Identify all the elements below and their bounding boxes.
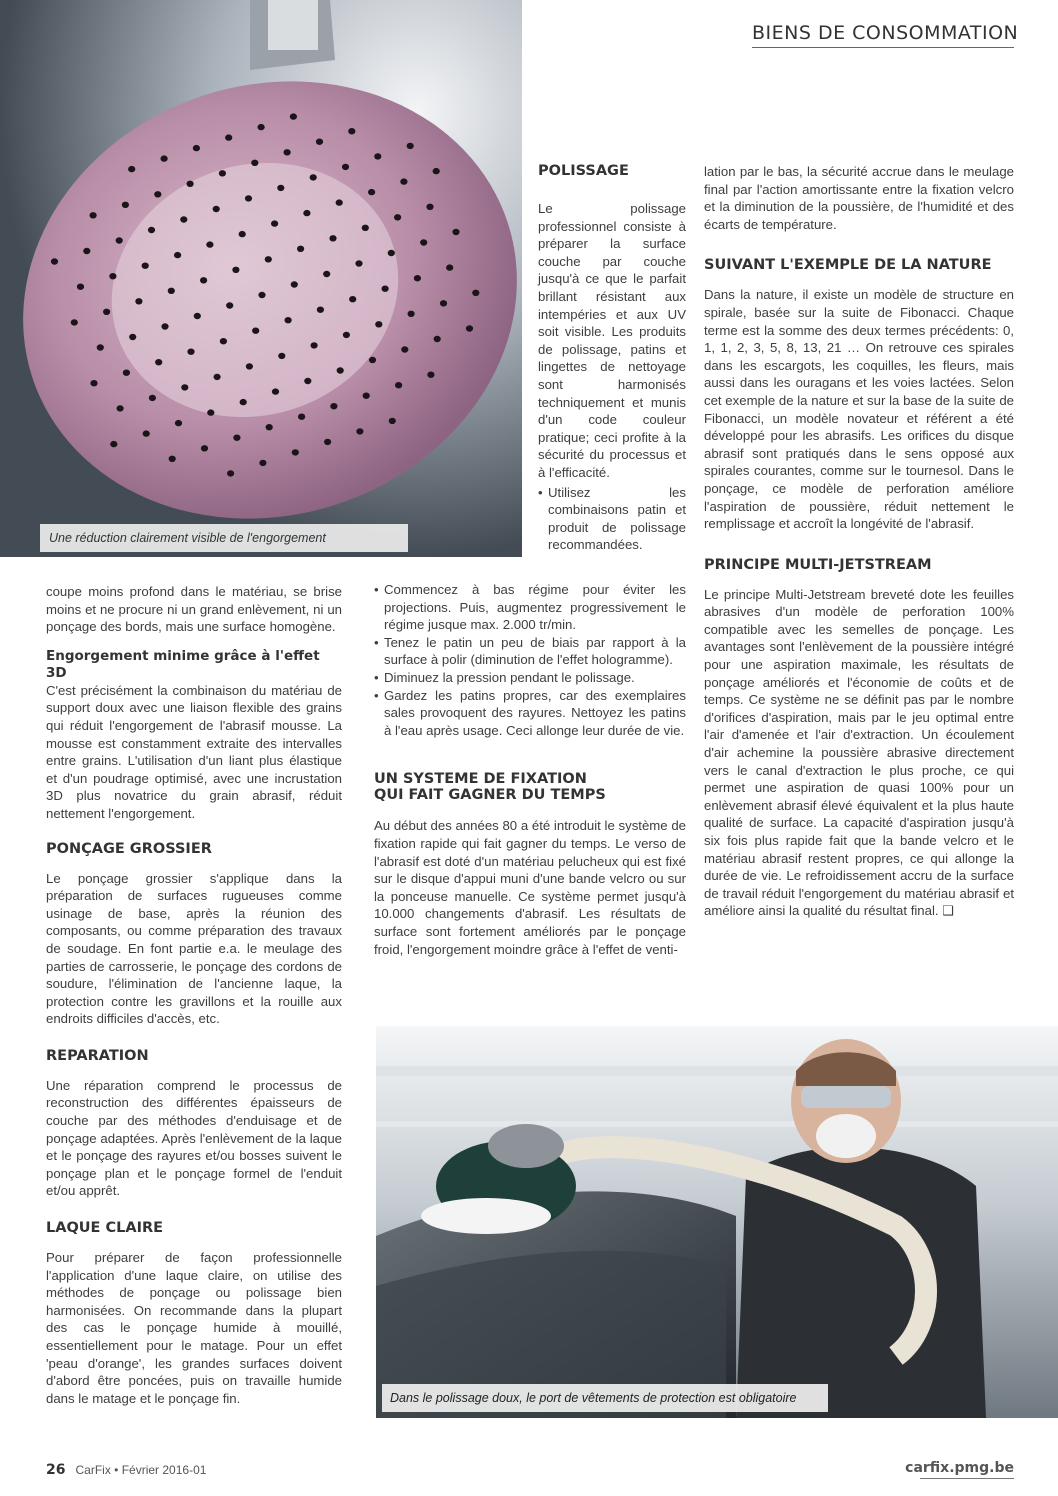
disc-hole [117,405,124,411]
disc-hole [233,435,240,441]
disc-hole [77,284,84,290]
disc-hole [374,153,381,159]
abrasive-disc-photo [0,0,522,557]
disc-hole [277,185,284,191]
disc-hole [408,311,415,317]
disc-hole [168,288,175,294]
disc-hole [201,445,208,451]
footer-left [46,1462,206,1478]
col3-intro: lation par le bas, la sécurité accrue dans le meulage final par l'action amortissante entre la fixation velcro et la diminution de la poussière, de l'humidité et des écarts de température. [704,164,1014,232]
col3-text-multi-jetstream [704,586,1014,920]
disc-hole [388,250,395,256]
disc-hole [103,309,110,315]
disc-hole [382,286,389,292]
disc-hole [206,241,213,247]
col2-text-fixation: Au début des années 80 a été introduit le système de fixation rapide qui fait gagner du temps. Le verso de l'abrasif est doté d'un matériau pelucheux qui est fixé sur le disque d'appui muni d'une bande velcro ou sur la ponceuse manuelle. Ce système permet jusqu'à 10.000 changements d'abrasif. Les résultats de surface sont fortement améliorés par le ponçage froid, l'engorgement moindre grâce à l'effet de venti- [374,818,686,957]
disc-hole [259,460,266,466]
disc-hole [161,155,168,161]
worker-polishing-illustration [376,1026,1058,1418]
disc-hole [225,134,232,140]
disc-hole [97,344,104,350]
disc-hole [245,195,252,201]
disc-hole [265,256,272,262]
disc-hole [110,441,117,447]
disc-hole [187,349,194,355]
disc-hole [369,357,376,363]
disc-hole [175,420,182,426]
disc-hole [336,199,343,205]
disc-hole [303,210,310,216]
disc-hole [472,290,479,296]
col2-heading-polissage: POLISSAGE [538,163,629,179]
disc-hole [240,399,247,405]
disc-hole [272,388,279,394]
disc-hole [452,229,459,235]
disc-hole [51,258,58,264]
disc-hole [213,206,220,212]
disc-hole [71,319,78,325]
disc-hole [284,149,291,155]
disc-hole [187,181,194,187]
col2-heading-fixation [374,771,686,803]
page-number: 26 [46,1462,66,1478]
disc-hole [143,430,150,436]
disc-hole [433,168,440,174]
disc-hole [400,178,407,184]
disc-photo-caption: Une réduction clairement visible de l'engorgement [40,524,408,552]
disc-hole [426,204,433,210]
disc-hole [324,439,331,445]
col1-intro: coupe moins profond dans le matériau, se brise moins et ne procure ni un grand enlèvement, ni un ponçage des bords, mais une surface homogène. [46,584,342,635]
disc-hole [407,143,414,149]
disc-hole [427,372,434,378]
disc-hole [174,252,181,258]
disc-hole [355,260,362,266]
disc-hole [304,378,311,384]
website-link[interactable]: carfix.pmg.be [905,1460,1014,1476]
disc-hole [226,302,233,308]
col2-bullet: • Gardez les patins propres, car des exemplaires sales provoquent des rayures. Nettoyez les patins à l'eau après usage. Ceci allonge leur durée de vie. [374,687,686,740]
col1-heading-reparation: REPARATION [46,1047,149,1064]
col1-text-engorgement: C'est précisément la combinaison du matériau de support doux avec une liaison flexible des grains qui réduit l'engorgement de l'abrasif mousse. La mousse est constamment extraite des intervalles entre grains. L'utilisation d'un liant plus élastique et d'un poudrage optimisé, avec une incrustation 3D plus novatrice du grain abrasif, réduit nettement l'engorgement. [46,682,342,821]
disc-hole [375,321,382,327]
disc-hole [258,124,265,130]
disc-hole [330,403,337,409]
disc-hole [161,323,168,329]
disc-hole [122,202,129,208]
col3-text-nature: Dans la nature, il existe un modèle de structure en spirale, basée sur la suite de Fibonacci. Chaque terme est la somme des deux termes précédents: 0, 1, 1, 2, 3, 5, 8, 13, 21 … On retrouve ces spirales dans les escargots, les coquilles, les fleurs, mais aussi dans les ouragans et les voies lactées. Selon cet exemple de la nature et sur la base de la suite de Fibonacci, un modèle novateur et référent a été développé pour les abrasifs. Les orifices du disque abrasif sont pratiqués dans le sens opposé aux spirales courantes, comme sur le tournesol. Dans le ponçage, ce modèle de perforation améliore l'aspiration de poussière, réduit nettement le remplissage et accroît la longévité de l'abrasif. [704,287,1014,532]
disc-hole [200,277,207,283]
disc-hole [348,128,355,134]
worker-photo-caption: Dans le polissage doux, le port de vêtements de protection est obligatoire [382,1384,828,1412]
disc-hole [446,264,453,270]
disc-hole [343,332,350,338]
disc-hole [232,267,239,273]
section-rule [752,47,1014,48]
disc-hole [252,328,259,334]
col2-text-polissage: Le polissage professionnel consiste à préparer la surface couche par couche jusqu'à ce que le parfait brillant résistant aux intempéries et aux UV soit visible. Les produits de polissage, patins et lingettes de nettoyage sont harmonisés techniquement et munis d'un code couleur pratique; ceci profite à la sécurité du processus et à l'efficacité. [538,201,686,480]
col2-heading-fixation-line1: UN SYSTEME DE FIXATION [374,771,587,788]
disc-hole [401,346,408,352]
abrasive-disc-illustration [0,0,522,557]
disc-hole [123,370,130,376]
column-2-lower [374,581,686,958]
disc-hole [116,237,123,243]
disc-hole [207,409,214,415]
disc-hole [342,164,349,170]
disc-hole [90,212,97,218]
col1-heading-laque-claire: LAQUE CLAIRE [46,1220,164,1237]
disc-hole [251,160,258,166]
disc-hole [349,296,356,302]
disc-hole [129,334,136,340]
disc-hole [363,393,370,399]
disc-hole [239,231,246,237]
disc-hole [285,317,292,323]
disc-hole [220,338,227,344]
disc-hole [466,325,473,331]
disc-hole [356,428,363,434]
disc-hole [142,263,149,269]
disc-hole [420,239,427,245]
disc-hole [149,395,156,401]
disc-hole [389,418,396,424]
disc-hole [180,216,187,222]
col3-text-multi-jetstream-body: Le principe Multi-Jetstream breveté dote les feuilles abrasives d'un modèle de perforation 100% compatible avec les semelles de ponçage. Les avantages sont l'enlèvement de la poussière intégré pour une aspiration maximale, les résultats de ponçage améliorés et l'économie de coûts et de temps. Ce système ne se définit pas par le nombre d'orifices d'aspiration, mais par le jeu optimal entre l'air d'amenée et l'air d'extraction. Un écoulement d'air achemine la poussière abrasive directement vers le canal d'extraction le plus proche, ce qui permet une aspiration de quasi 100% pour un enlèvement abrasif élevé équivalent et la plus haute qualité de surface. La capacité d'aspiration jusqu'à six fois plus rapide fait que la bande velcro et le matériau abrasif restent propres, ce qui allonge la durée de vie. Le refroidissement accru de la surface de travail réduit l'engorgement du matériau abrasif et améliore ainsi la qualité du résultat final. [704,586,1014,919]
col1-text-poncage-grossier: Le ponçage grossier s'applique dans la préparation de surfaces rugueuses comme usinage de base, après la réunion des composants, ou comme préparation des travaux de soudage. En font partie e.a. le meulage des parties de carrosserie, le ponçage des cordons de soudure, l'élimination de l'ancienne laque, la protection contre les gravillons et la rouille aux endroits difficiles d'accès, etc. [46,870,342,1027]
disc-hole [395,382,402,388]
magazine-issue: CarFix • Février 2016-01 [75,1463,207,1477]
disc-hole [83,248,90,254]
disc-hole [394,214,401,220]
disc-hole [214,374,221,380]
disc-hole [181,384,188,390]
disc-hole [329,235,336,241]
disc-hole [292,449,299,455]
disc-hole [169,456,176,462]
disc-hole [155,359,162,365]
col2-bullet: • Utilisez les combinaisons patin et produit de polissage recommandées. [538,484,686,554]
disc-hole [148,227,155,233]
end-mark-icon: ❑ [942,903,955,919]
column-3 [704,163,1014,920]
col1-heading-engorgement: Engorgement minime grâce à l'effet 3D [46,647,320,681]
column-2-upper [538,163,686,554]
disc-hole [109,273,116,279]
disc-hole [227,470,234,476]
col3-heading-nature: SUIVANT L'EXEMPLE DE LA NATURE [704,257,992,274]
disc-hole [368,189,375,195]
disc-hole [362,225,369,231]
disc-hole [258,292,265,298]
disc-hole [278,353,285,359]
disc-hole [337,367,344,373]
col2-bullet: • Tenez le patin un peu de biais par rapport à la surface à polir (diminution de l'effet hologramme). [374,634,686,669]
disc-hole [194,313,201,319]
disc-hole [135,298,142,304]
disc-hole [154,191,161,197]
section-label: BIENS DE CONSOMMATION [752,22,1019,44]
disc-hole [298,414,305,420]
disc-hole [193,145,200,151]
disc-hole [414,275,421,281]
disc-hole [297,246,304,252]
disc-hole [219,170,226,176]
disc-hole [128,166,135,172]
col2-bullet-list-first [538,484,686,554]
col2-bullet-list [374,581,686,739]
col3-heading-multi-jetstream: PRINCIPE MULTI-JETSTREAM [704,556,932,573]
col2-bullet: • Diminuez la pression pendant le polissage. [374,669,686,687]
disc-hole [266,424,273,430]
col1-text-laque-claire: Pour préparer de façon professionnelle l'application d'une laque claire, on utilise des méthodes de ponçage ou polissage bien harmonisées. On recommande dans la plupart des cas le ponçage humide à mouillé, essentiellement pour le matage. Pour un effet 'peau d'orange', les grandes surfaces doivent d'abord être poncées, puis on travaille humide dans le matage et le ponçage fin. [46,1250,342,1406]
col2-bullet: • Commencez à bas régime pour éviter les projections. Puis, augmentez progressivement le régime jusque max. 2.000 tr/min. [374,581,686,634]
disc-hole [434,336,441,342]
footer-rule [920,1478,1014,1479]
disc-hole [316,139,323,145]
column-1 [46,583,342,1407]
col1-text-reparation: Une réparation comprend le processus de reconstruction des différentes épaisseurs de couche par des méthodes d'enduisage et de ponçage adaptées. Après l'enlèvement de la laque et le ponçage des rayures et/ou bosses suivent le ponçage plan et le ponçage formel de l'enduit et/ou apprêt. [46,1077,342,1199]
disc-hole [311,342,318,348]
worker-polishing-photo [376,1026,1058,1418]
disc-hole [323,271,330,277]
disc-hole [317,307,324,313]
disc-hole [440,300,447,306]
disc-hole [310,174,317,180]
disc-hole [291,281,298,287]
disc-hole [290,113,297,119]
col2-heading-fixation-line2: QUI FAIT GAGNER DU TEMPS [374,787,606,804]
disc-hole [246,363,253,369]
disc-hole [90,380,97,386]
disc-hole [271,220,278,226]
col1-heading-poncage-grossier: PONÇAGE GROSSIER [46,840,212,857]
